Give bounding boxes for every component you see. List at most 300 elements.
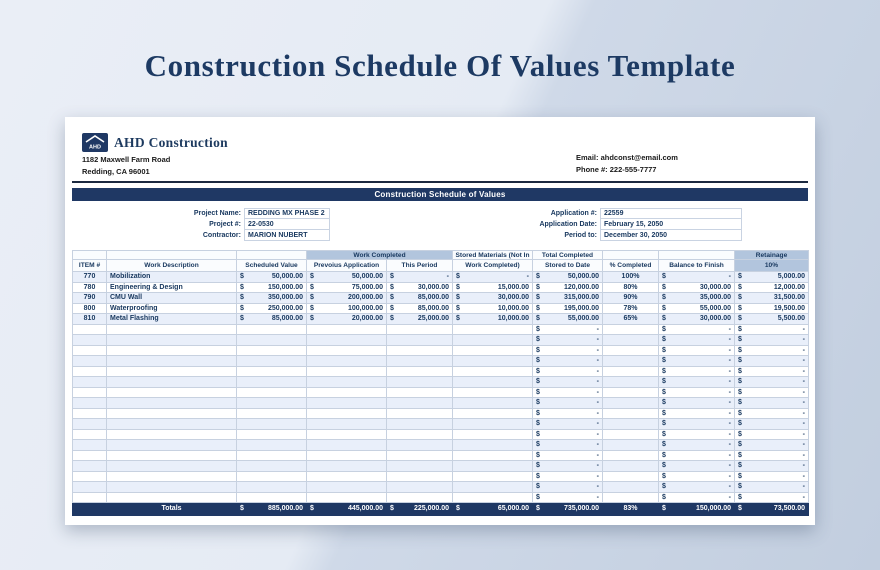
cell-stored: $ 10,000.00: [453, 314, 533, 325]
column-header-stored-materials: Work Completed): [453, 260, 533, 272]
cell-balance: $ -: [659, 440, 735, 451]
cell-retainage: $ -: [735, 377, 809, 388]
cell-pct: [603, 387, 659, 398]
cell-description: [107, 482, 237, 493]
cell-pct: [603, 450, 659, 461]
cell-previous: [307, 377, 387, 388]
cell-retainage: $ -: [735, 335, 809, 346]
cell-this-period: [387, 387, 453, 398]
cell-description: [107, 398, 237, 409]
cell-description: Metal Flashing: [107, 314, 237, 325]
period-to-value: December 30, 2050: [600, 230, 742, 241]
empty-row: [73, 450, 809, 461]
cell-retainage: $ 19,500.00: [735, 303, 809, 314]
cell-previous: [307, 419, 387, 430]
column-header-pct-completed: % Completed: [603, 260, 659, 272]
cell-description: [107, 377, 237, 388]
cell-previous: [307, 440, 387, 451]
cell-previous: [307, 398, 387, 409]
cell-retainage: $ 5,000.00: [735, 272, 809, 283]
cell-this-period: $ 30,000.00: [387, 282, 453, 293]
cell-item: [73, 440, 107, 451]
cell-stored: [453, 419, 533, 430]
cell-retainage: $ 31,500.00: [735, 293, 809, 304]
cell-scheduled: [237, 440, 307, 451]
totals-row: [73, 503, 809, 516]
cell-balance: $ 35,000.00: [659, 293, 735, 304]
cell-description: [107, 450, 237, 461]
cell-pct: [603, 398, 659, 409]
logo-text: AHD: [89, 144, 101, 151]
cell-retainage: $ -: [735, 461, 809, 472]
cell-scheduled: [237, 429, 307, 440]
cell-pct: [603, 377, 659, 388]
cell-stored: [453, 377, 533, 388]
cell-stored: [453, 471, 533, 482]
contractor-label: Contractor:: [202, 232, 241, 239]
project-info-right: [530, 208, 742, 241]
cell-this-period: [387, 408, 453, 419]
cell-to-date: $ -: [533, 419, 603, 430]
cell-scheduled: [237, 482, 307, 493]
cell-stored: [453, 366, 533, 377]
cell-description: [107, 492, 237, 503]
cell-stored: $ 10,000.00: [453, 303, 533, 314]
cell-retainage: $ -: [735, 366, 809, 377]
application-number-row: [530, 208, 742, 219]
totals-this-period-value: 225,000.00: [413, 505, 449, 512]
cell-scheduled: [237, 419, 307, 430]
period-to-label: Period to:: [564, 232, 597, 239]
cell-to-date: $ -: [533, 335, 603, 346]
currency-symbol: $: [738, 505, 742, 512]
cell-previous: $ 50,000.00: [307, 272, 387, 283]
group-header-blank-pct: [603, 251, 659, 260]
cell-stored: [453, 345, 533, 356]
cell-retainage: $ -: [735, 450, 809, 461]
cell-description: [107, 366, 237, 377]
cell-to-date: $ 50,000.00: [533, 272, 603, 283]
cell-item: 770: [73, 272, 107, 283]
cell-item: [73, 366, 107, 377]
cell-previous: $ 200,000.00: [307, 293, 387, 304]
totals-this-period: [387, 503, 453, 516]
cell-this-period: [387, 419, 453, 430]
column-header-item: ITEM #: [73, 260, 107, 272]
empty-row: [73, 387, 809, 398]
cell-this-period: $ 85,000.00: [387, 293, 453, 304]
cell-stored: $ 15,000.00: [453, 282, 533, 293]
cell-balance: $ -: [659, 398, 735, 409]
cell-previous: $ 75,000.00: [307, 282, 387, 293]
cell-scheduled: [237, 366, 307, 377]
cell-item: [73, 482, 107, 493]
cell-balance: $ -: [659, 387, 735, 398]
cell-retainage: $ -: [735, 356, 809, 367]
totals-pct: 83%: [603, 503, 659, 516]
cell-pct: [603, 492, 659, 503]
cell-this-period: [387, 429, 453, 440]
cell-item: [73, 398, 107, 409]
project-number-value: 22-0530: [244, 219, 330, 230]
cell-this-period: [387, 398, 453, 409]
cell-scheduled: $ 250,000.00: [237, 303, 307, 314]
cell-stored: [453, 398, 533, 409]
company-top-row: [82, 133, 228, 152]
empty-row: [73, 408, 809, 419]
cell-scheduled: [237, 345, 307, 356]
cell-this-period: [387, 366, 453, 377]
cell-scheduled: $ 150,000.00: [237, 282, 307, 293]
header-divider: [72, 181, 808, 183]
cell-retainage: $ -: [735, 419, 809, 430]
cell-scheduled: [237, 461, 307, 472]
project-name-row: [180, 208, 330, 219]
table-footer: [73, 503, 809, 516]
currency-symbol: $: [662, 505, 666, 512]
totals-blank-item: [73, 503, 107, 516]
cell-pct: 65%: [603, 314, 659, 325]
cell-description: [107, 461, 237, 472]
company-block: [82, 133, 228, 176]
cell-item: [73, 461, 107, 472]
project-name-label: Project Name:: [193, 210, 241, 217]
cell-description: Mobilization: [107, 272, 237, 283]
cell-retainage: $ -: [735, 471, 809, 482]
column-header-retainage-rate: 10%: [735, 260, 809, 272]
cell-to-date: $ 195,000.00: [533, 303, 603, 314]
cell-balance: $ 30,000.00: [659, 314, 735, 325]
sheet-title-banner: Construction Schedule of Values: [72, 188, 808, 201]
project-info-left: [180, 208, 330, 241]
cell-stored: [453, 408, 533, 419]
cell-item: [73, 356, 107, 367]
project-number-label: Project #:: [209, 221, 241, 228]
cell-balance: $ 55,000.00: [659, 303, 735, 314]
cell-description: [107, 429, 237, 440]
column-header-scheduled: Scheduled Value: [237, 260, 307, 272]
cell-stored: $ 30,000.00: [453, 293, 533, 304]
project-number-row: [180, 219, 330, 230]
cell-description: [107, 335, 237, 346]
page-title: Construction Schedule Of Values Template: [144, 48, 736, 83]
cell-stored: [453, 324, 533, 335]
totals-retainage: [735, 503, 809, 516]
cell-this-period: [387, 461, 453, 472]
cell-pct: [603, 429, 659, 440]
column-header-row: [73, 260, 809, 272]
company-header: [72, 130, 808, 176]
group-header-blank-balance: [659, 251, 735, 260]
cell-balance: $ -: [659, 356, 735, 367]
cell-scheduled: $ 50,000.00: [237, 272, 307, 283]
empty-row: [73, 366, 809, 377]
cell-retainage: $ -: [735, 324, 809, 335]
cell-balance: $ -: [659, 450, 735, 461]
cell-pct: [603, 408, 659, 419]
empty-row: [73, 482, 809, 493]
cell-description: [107, 387, 237, 398]
cell-description: [107, 408, 237, 419]
cell-previous: $ 100,000.00: [307, 303, 387, 314]
cell-description: [107, 324, 237, 335]
cell-retainage: $ 5,500.00: [735, 314, 809, 325]
cell-pct: [603, 482, 659, 493]
cell-to-date: $ -: [533, 398, 603, 409]
column-header-this-period: This Period: [387, 260, 453, 272]
group-header-blank-item: [73, 251, 107, 260]
cell-previous: [307, 461, 387, 472]
cell-item: [73, 335, 107, 346]
cell-this-period: $ 25,000.00: [387, 314, 453, 325]
period-to-row: [530, 230, 742, 241]
empty-row: [73, 398, 809, 409]
cell-retainage: $ -: [735, 345, 809, 356]
column-header-stored-to-date: Stored to Date: [533, 260, 603, 272]
cell-scheduled: [237, 377, 307, 388]
empty-row: [73, 419, 809, 430]
empty-row: [73, 429, 809, 440]
totals-scheduled: [237, 503, 307, 516]
cell-this-period: [387, 335, 453, 346]
spreadsheet-card: [65, 117, 815, 525]
cell-previous: [307, 335, 387, 346]
cell-scheduled: [237, 335, 307, 346]
cell-balance: $ -: [659, 408, 735, 419]
cell-this-period: [387, 356, 453, 367]
cell-balance: $ -: [659, 429, 735, 440]
cell-pct: [603, 461, 659, 472]
cell-to-date: $ -: [533, 429, 603, 440]
cell-this-period: [387, 482, 453, 493]
project-name-value: REDDING MX PHASE 2: [244, 208, 330, 219]
cell-balance: $ -: [659, 335, 735, 346]
cell-balance: $ -: [659, 482, 735, 493]
application-date-row: [530, 219, 742, 230]
currency-symbol: $: [390, 505, 394, 512]
cell-to-date: $ -: [533, 450, 603, 461]
totals-stored-to-date-value: 735,000.00: [563, 505, 599, 512]
empty-row: [73, 324, 809, 335]
empty-row: [73, 440, 809, 451]
empty-row: [73, 335, 809, 346]
cell-to-date: $ -: [533, 324, 603, 335]
group-header-stored-materials: Stored Materials (Not In: [453, 251, 533, 260]
cell-retainage: $ -: [735, 387, 809, 398]
cell-this-period: [387, 471, 453, 482]
cell-stored: [453, 492, 533, 503]
cell-description: [107, 345, 237, 356]
totals-stored-to-date: [533, 503, 603, 516]
cell-item: [73, 450, 107, 461]
cell-item: [73, 408, 107, 419]
cell-description: [107, 440, 237, 451]
totals-scheduled-value: 885,000.00: [267, 505, 303, 512]
cell-item: [73, 387, 107, 398]
cell-scheduled: [237, 387, 307, 398]
cell-to-date: $ -: [533, 366, 603, 377]
data-row: [73, 303, 809, 314]
empty-row: [73, 356, 809, 367]
cell-pct: [603, 471, 659, 482]
cell-pct: [603, 324, 659, 335]
company-address-line1: 1182 Maxwell Farm Road: [82, 155, 171, 164]
cell-balance: $ -: [659, 471, 735, 482]
group-header-total-completed: Total Completed: [533, 251, 603, 260]
project-info-section: [72, 208, 808, 241]
empty-row: [73, 492, 809, 503]
empty-row: [73, 471, 809, 482]
cell-retainage: $ -: [735, 398, 809, 409]
cell-balance: $ -: [659, 419, 735, 430]
cell-retainage: $ -: [735, 482, 809, 493]
cell-balance: $ -: [659, 272, 735, 283]
cell-retainage: $ -: [735, 440, 809, 451]
cell-item: 810: [73, 314, 107, 325]
company-email: Email: ahdconst@email.com: [576, 153, 678, 162]
empty-row: [73, 461, 809, 472]
totals-previous: [307, 503, 387, 516]
company-name: AHD Construction: [114, 134, 228, 150]
cell-scheduled: $ 350,000.00: [237, 293, 307, 304]
cell-previous: [307, 471, 387, 482]
cell-description: Engineering & Design: [107, 282, 237, 293]
cell-this-period: [387, 440, 453, 451]
table-header: [73, 251, 809, 272]
currency-symbol: $: [536, 505, 540, 512]
cell-scheduled: [237, 450, 307, 461]
cell-this-period: [387, 450, 453, 461]
cell-description: [107, 356, 237, 367]
cell-previous: [307, 345, 387, 356]
cell-pct: [603, 366, 659, 377]
cell-item: 790: [73, 293, 107, 304]
cell-retainage: $ -: [735, 408, 809, 419]
cell-item: [73, 471, 107, 482]
currency-symbol: $: [456, 505, 460, 512]
application-number-value: 22559: [600, 208, 742, 219]
cell-balance: $ -: [659, 461, 735, 472]
cell-scheduled: $ 85,000.00: [237, 314, 307, 325]
cell-pct: [603, 335, 659, 346]
group-header-retainage: Retainage: [735, 251, 809, 260]
cell-this-period: $ 85,000.00: [387, 303, 453, 314]
column-header-previous: Prevoius Application: [307, 260, 387, 272]
cell-to-date: $ -: [533, 356, 603, 367]
cell-stored: [453, 335, 533, 346]
totals-label: Totals: [107, 503, 237, 516]
cell-stored: [453, 450, 533, 461]
cell-previous: [307, 429, 387, 440]
cell-description: Waterproofing: [107, 303, 237, 314]
cell-to-date: $ -: [533, 482, 603, 493]
totals-stored-value: 65,000.00: [497, 505, 529, 512]
cell-stored: [453, 482, 533, 493]
cell-to-date: $ -: [533, 387, 603, 398]
cell-description: CMU Wall: [107, 293, 237, 304]
cell-pct: [603, 419, 659, 430]
cell-this-period: [387, 324, 453, 335]
cell-item: [73, 419, 107, 430]
group-header-work-completed: Work Completed: [307, 251, 453, 260]
cell-pct: 80%: [603, 282, 659, 293]
cell-this-period: [387, 377, 453, 388]
company-address-line2: Redding, CA 96001: [82, 167, 150, 176]
data-row: [73, 282, 809, 293]
cell-previous: [307, 450, 387, 461]
cell-item: [73, 345, 107, 356]
cell-description: [107, 471, 237, 482]
cell-previous: [307, 492, 387, 503]
cell-balance: $ -: [659, 345, 735, 356]
column-header-balance: Balance to Finish: [659, 260, 735, 272]
cell-pct: [603, 345, 659, 356]
cell-scheduled: [237, 471, 307, 482]
cell-pct: 100%: [603, 272, 659, 283]
totals-balance: [659, 503, 735, 516]
application-date-label: Application Date:: [539, 221, 597, 228]
cell-previous: [307, 356, 387, 367]
company-logo-icon: [82, 133, 108, 152]
cell-scheduled: [237, 356, 307, 367]
group-header-row: [73, 251, 809, 260]
cell-stored: [453, 356, 533, 367]
cell-stored: $ -: [453, 272, 533, 283]
application-date-value: February 15, 2050: [600, 219, 742, 230]
cell-balance: $ -: [659, 377, 735, 388]
cell-to-date: $ -: [533, 461, 603, 472]
data-row: [73, 314, 809, 325]
cell-to-date: $ -: [533, 377, 603, 388]
cell-description: [107, 419, 237, 430]
cell-balance: $ -: [659, 366, 735, 377]
cell-to-date: $ -: [533, 345, 603, 356]
cell-balance: $ -: [659, 492, 735, 503]
cell-this-period: [387, 345, 453, 356]
cell-this-period: [387, 492, 453, 503]
cell-retainage: $ -: [735, 492, 809, 503]
group-header-blank-description: [107, 251, 237, 260]
empty-row: [73, 345, 809, 356]
contractor-row: [180, 230, 330, 241]
cell-previous: [307, 324, 387, 335]
cell-item: 780: [73, 282, 107, 293]
cell-scheduled: [237, 398, 307, 409]
cell-stored: [453, 461, 533, 472]
currency-symbol: $: [240, 505, 244, 512]
totals-balance-value: 150,000.00: [695, 505, 731, 512]
cell-previous: [307, 387, 387, 398]
cell-pct: [603, 356, 659, 367]
table-body: [73, 272, 809, 503]
cell-this-period: $ -: [387, 272, 453, 283]
cell-to-date: $ -: [533, 440, 603, 451]
cell-stored: [453, 440, 533, 451]
cell-retainage: $ 12,000.00: [735, 282, 809, 293]
data-row: [73, 293, 809, 304]
company-phone: Phone #: 222-555-7777: [576, 165, 657, 174]
cell-pct: [603, 440, 659, 451]
group-header-blank-scheduled: [237, 251, 307, 260]
cell-pct: 90%: [603, 293, 659, 304]
contractor-value: MARION NUBERT: [244, 230, 330, 241]
cell-scheduled: [237, 492, 307, 503]
cell-balance: $ 30,000.00: [659, 282, 735, 293]
cell-item: [73, 429, 107, 440]
cell-to-date: $ 55,000.00: [533, 314, 603, 325]
cell-item: [73, 324, 107, 335]
column-header-description: Work Description: [107, 260, 237, 272]
